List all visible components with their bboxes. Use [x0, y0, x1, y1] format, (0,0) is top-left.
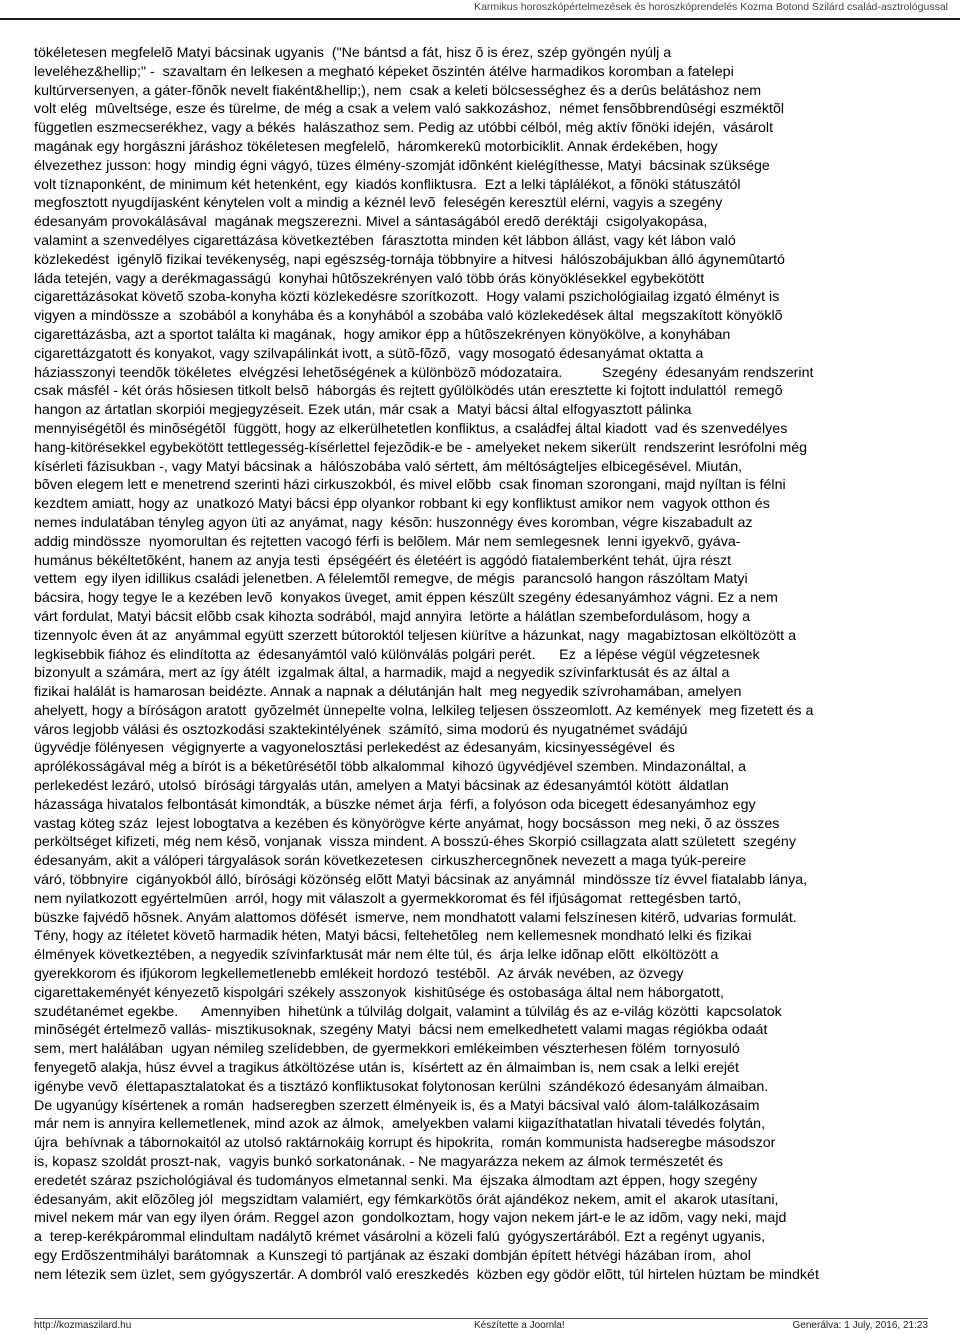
article-body: tökéletesen megfelelõ Matyi bácsinak ugyanis ("Ne bántsd a fát, hisz õ is érez, szép gyöngén nyúlj a leveléhez&hellip;" - szavaltam én lelkesen a megható képeket õszintén átélve harmadikos koromban a fatelepi kultúrversenyen, a gáter-fõnõk nevelt fiaként&hellip;), nem csak a keleti bölcsességhez és a derûs belátáshoz nem volt elég mûveltsége, esze és türelme, de még a csak a velem való sakkozáshoz, német fensõbbrendûségi eszméktõl független eszmecserékhez, vagy a békés halászathoz sem. Pedig az utóbbi célból, még aktív fõnöki idején, vásárolt magának egy horgászni járáshoz tökéletesen megfelelõ, háromkerekû motorbiciklit. Annak érdekében, hogy élvezethez jusson: hogy mindig égni vágyó, tüzes élmény-szomját idõnként kielégíthesse, Matyi bácsinak szüksége volt tíznaponként, de minimum két hetenként, egy kiadós konfliktusra. Ezt a lelki táplálékot, a fõnöki státuszától megfosztott nyugdíjasként kénytelen volt a mindig a kéznél levõ feleségén keresztül elérni, vagyis a szegény édesanyám provokálásával magának megszerezni. Mivel a sántaságából eredõ deréktáji csigolyakopása, valamint a szenvedélyes cigarettázása következtében fárasztotta minden két lábbon állást, vagy két lábon való közlekedést igénylõ fizikai tevékenység, napi egészség-tornája többnyire a hitvesi hálószobájukban álló ágynemûtartó láda tetején, vagy a derékmagasságú konyhai hûtõszekrényen való több órás könyöklésekkel egybekötött cigarettázásokat követõ szoba-konyha közti közlekedésre szorítkozott. Hogy valami pszichológiailag izgató élményt is vigyen a mindössze a szobából a konyhába és a konyhából a szobába való közlekedések által megszakított könyöklõ cigarettázásba, azt a sportot találta ki magának, hogy amikor épp a hûtõszekrényen könyökölve, a konyhában cigarettázgatott és konyakot, vagy szilvapálinkát ivott, a sütõ-fõzõ, vagy mosogató édesanyámat oktatta a háziasszonyi teendõk tökéletes elvégzési lehetõségének a különbözõ módozataira. Szegény édesanyám rendszerint csak másfél - két órás hõsiesen titkolt belsõ háborgás és rejtett gyûlölködés után eresztette ki fojtott indulattól remegõ hangon az ártatlan skorpiói megjegyzéseit. Ezek után, már csak a Matyi bácsi által elfogyasztott pálinka mennyiségétõl és minõségétõl függött, hogy az elkerülhetetlen konfliktus, a családfej által kiadott vad és szenvedélyes hang-kitörésekkel egybekötött tettlegesség-kísérlettel fejezõdik-e be - amelyeket nekem sikerült rendszerint lesrófolni még kísérleti fázisukban -, vagy Matyi bácsinak a hálószobába való sértett, ám méltóságteljes elbicegésével. Miután, bõven elegem lett e menetrend szerinti házi cirkuszokból, és mivel elõbb csak finoman szorongani, majd nyíltan is félni kezdtem amiatt, hogy az unatkozó Matyi bácsi épp olyankor robbant ki egy konfliktust amikor nem vagyok otthon és nemes indulatában tényleg agyon üti az anyámat, nagy késõn: huszonnégy éves koromban, végre kiszabadult az addig mindössze nyomorultan és rejtetten vacogó férfi is belõlem. Már nem semlegesnek lenni igyekvõ, gyáva- humánus békéltetõként, hanem az anyja testi épségéért és életéért is aggódó fiatalemberként tehát, újra részt vettem egy ilyen idillikus családi jelenetben. A félelemtõl remegve, de mégis parancsoló hangon rászóltam Matyi bácsira, hogy tegye le a kezében levõ konyakos üveget, amit éppen készült szegény édesanyámhoz vágni. Ez a nem várt fordulat, Matyi bácsit elõbb csak kihozta sodrából, majd annyira letörte a hálátlan szembefordulásom, hogy a tizennyolc éven át az anyámmal együtt szerzett bútoroktól teljesen kiürítve a házunkat, nagy magabiztosan elköltözött a legkisebbik fiához és elindította az édesanyámtól való különválás polgári perét. Ez a lépése végül végzetesnek bizonyult a számára, mert az így átélt izgalmak által, a harmadik, majd a negyedik szívinfarktusát és az által a fizikai halálát is hamarosan beidézte. Annak a napnak a délutánján halt meg negyedik szívrohamában, amelyen ahelyett, hogy a bíróságon aratott gyõzelmét ünnepelte volna, lelkileg teljesen összeomlott. Az kemények meg fizetett és a város legjobb válási és osztozkodási szaktekintélyének számító, sima modorú és nyugatnémet svádájú ügyvédje fölényesen végignyerte a vagyonelosztási perlekedést az édesanyám, kicsinyességével és aprólékosságával még a bírót is a béketûrésétõl több alkalommal kihozó ügyvédjével szemben. Mindazonáltal, a perlekedést lezáró, utolsó bírósági tárgyalás után, amelyen a Matyi bácsinak az édesanyámtól kötött áldatlan házassága hivatalos felbontását kimondták, a büszke német árja férfi, a folyóson oda bicegett édesanyámhoz egy vastag köteg száz lejest lobogtatva a kezében és könyörögve kérte anyámat, hogy bocsásson meg neki, õ az összes perköltséget kifizeti, még nem késõ, vonjanak vissza mindent. A bosszú-éhes Skorpió csillagzata alatt született szegény édesanyám, akit a válóperi tárgyalások során következetesen cirkuszhercegnõnek nevezett a maga tyúk-pereire váró, többnyire cigányokból álló, bírósági közönség elõtt Matyi bácsinak az anyámnál mindössze tíz évvel fiatalabb lánya, nem nyilatkozott egyértelmûen arról, hogy mit válaszolt a gyermekkoromat és fél ifjúságomat rettegésben tartó, büszke fajvédõ hõsnek. Anyám alattomos döfését ismerve, nem mondhatott valami felszínesen kitérõ, udvarias formulát. Tény, hogy az ítéletet követõ harmadik héten, Matyi bácsi, feltehetõleg nem kellemesnek mondható lelki és fizikai élmények következtében, a negyedik szívinfarktusát már nem élte túl, és árja lelke idõnap elõtt elköltözött a gyerekkorom és ifjúkorom legkellemetlenebb emlékeit hordozó testébõl. Az árvák nevében, az özvegy cigarettakeményét kényezetõ kispolgári székely asszonyok kishitûsége és ostobasága által nem háborgatott, szudétanémet egekbe. Amennyiben hihetünk a túlvilág dolgait, valamint a túlvilág és az e-világ közötti kapcsolatok minõségét értelmezõ vallás- misztikusoknak, szegény Matyi bácsi nem emelkedhetett valami magas régiókba odaát sem, mert halálában ugyan némileg szelídebben, de gyermekkori emlékeimben vészterhesen fölém tornyosuló fenyegetõ alakja, húsz évvel a tragikus átköltözése után is, kísértett az én álmaimban is, nem csak a lelki erejét igénybe vevõ élettapasztalatokat és a tisztázó konfliktusokat folytonosan kerülni szándékozó édesanyám álmaiban. De ugyanúgy kísértenek a román hadseregben szerzett élményeik is, és a Matyi bácsival való álom-találkozásaim már nem is annyira kellemetlenek, mind azok az álmok, amelyekben valami kiigazíthatatlan hivatali tévedés folytán, újra behívnak a tábornokaitól az utolsó raktárnokáig korrupt és hipokrita, román kommunista hadseregbe másodszor is, kopasz szoldát proszt-nak, vagyis bunkó sorkatonának. - Ne magyarázza nekem az álmok természetét és eredetét száraz pszichológiával és tudományos elmetannal senki. Ma éjszaka álmodtam azt éppen, hogy szegény édesanyám, akit elõzõleg jól megszidtam valamiért, egy fémkarkötõs órát ajándékoz nekem, amit el akarok utasítani, mivel nekem már van egy ilyen órám. Reggel azon gondolkoztam, hogy vajon nekem járt-e le az idõm, vagy neki, majd a terep-kerékpárommal elindultam nadálytõ krémet vásárolni a közeli falú gyógyszertárából. Ezt a regényt ugyanis, egy Erdõszentmihályi barátomnak a Kunszegi tó partjának az északi dombján épített hétvégi házában írom, ahol nem létezik sem üzlet, sem gyógyszertár. A dombról való ereszkedés közben egy gödör elõtt, túl hirtelen húztam be mindkét — [34, 45, 819, 1283]
site-title: Karmikus horoszkópértelmezések és horoszkóprendelés Kozma Botond Szilárd család-asztrológussal — [474, 1, 948, 13]
footer-url-link[interactable]: http://kozmaszilard.hu — [34, 1320, 132, 1331]
page-footer — [34, 1320, 928, 1334]
footer-divider — [34, 1318, 928, 1319]
page-header — [0, 0, 960, 20]
footer-generated-date: Generálva: 1 July, 2016, 21:23 — [792, 1320, 928, 1331]
footer-credit: Készítette a Joomla! — [474, 1320, 565, 1331]
